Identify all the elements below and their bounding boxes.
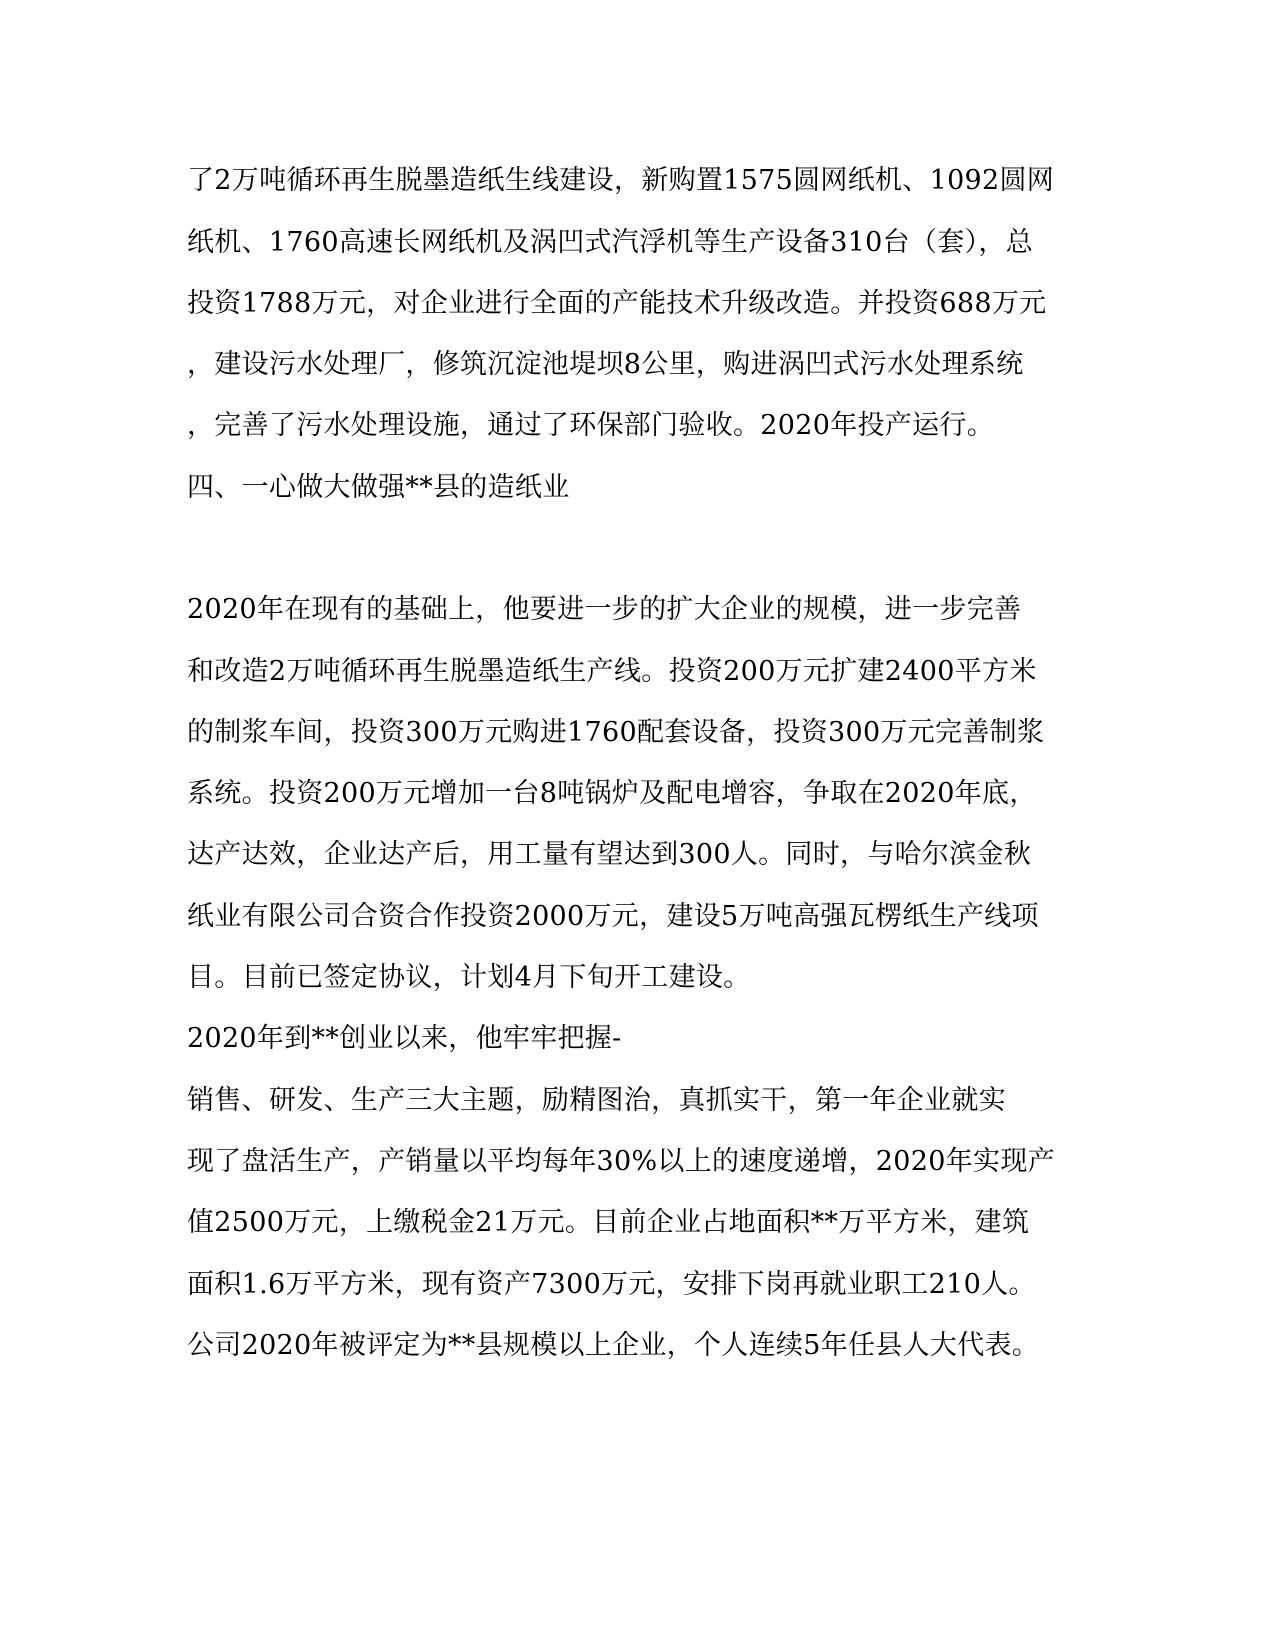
paragraph-line: 销售、研发、生产三大主题，励精图治，真抓实干，第一年企业就实 xyxy=(187,1085,1006,1116)
paragraph-line: 投资1788万元，对企业进行全面的产能技术升级改造。并投资688万元 xyxy=(187,288,1047,319)
paragraph-line: 现了盘活生产，产销量以平均每年30%以上的速度递增，2020年实现产 xyxy=(187,1146,1055,1177)
paragraph-line: 达产达效，企业达产后，用工量有望达到300人。同时，与哈尔滨金秋 xyxy=(187,839,1032,870)
section-heading: 四、一心做大做强**县的造纸业 xyxy=(187,472,570,503)
paragraph-line: 2020年到**创业以来，他牢牢把握- xyxy=(187,1023,622,1054)
paragraph-line: 公司2020年被评定为**县规模以上企业，个人连续5年任县人大代表。 xyxy=(187,1330,1040,1361)
paragraph-line: 了2万吨循环再生脱墨造纸生线建设，新购置1575圆网纸机、1092圆网 xyxy=(187,165,1055,196)
paragraph-line: ，完善了污水处理设施，通过了环保部门验收。2020年投产运行。 xyxy=(187,410,995,441)
paragraph-line: 纸机、1760高速长网纸机及涡凹式汽浮机等生产设备310台（套），总 xyxy=(187,227,1033,258)
paragraph-line: 系统。投资200万元增加一台8吨锅炉及配电增容，争取在2020年底， xyxy=(187,778,1037,809)
paragraph-line: 目。目前已签定协议，计划4月下旬开工建设。 xyxy=(187,962,751,993)
paragraph-line: 2020年在现有的基础上，他要进一步的扩大企业的规模，进一步完善 xyxy=(187,594,1022,625)
paragraph-line: 面积1.6万平方米，现有资产7300万元，安排下岗再就业职工210人。 xyxy=(187,1269,1036,1300)
paragraph-line: 纸业有限公司合资合作投资2000万元，建设5万吨高强瓦楞纸生产线项 xyxy=(187,901,1039,932)
paragraph-line: 和改造2万吨循环再生脱墨造纸生产线。投资200万元扩建2400平方米 xyxy=(187,656,1037,687)
paragraph-line: 值2500万元，上缴税金21万元。目前企业占地面积**万平方米，建筑 xyxy=(187,1207,1030,1238)
paragraph-line: ，建设污水处理厂，修筑沉淀池堤坝8公里，购进涡凹式污水处理系统 xyxy=(187,349,1024,380)
paragraph-line: 的制浆车间，投资300万元购进1760配套设备，投资300万元完善制浆 xyxy=(187,717,1045,748)
